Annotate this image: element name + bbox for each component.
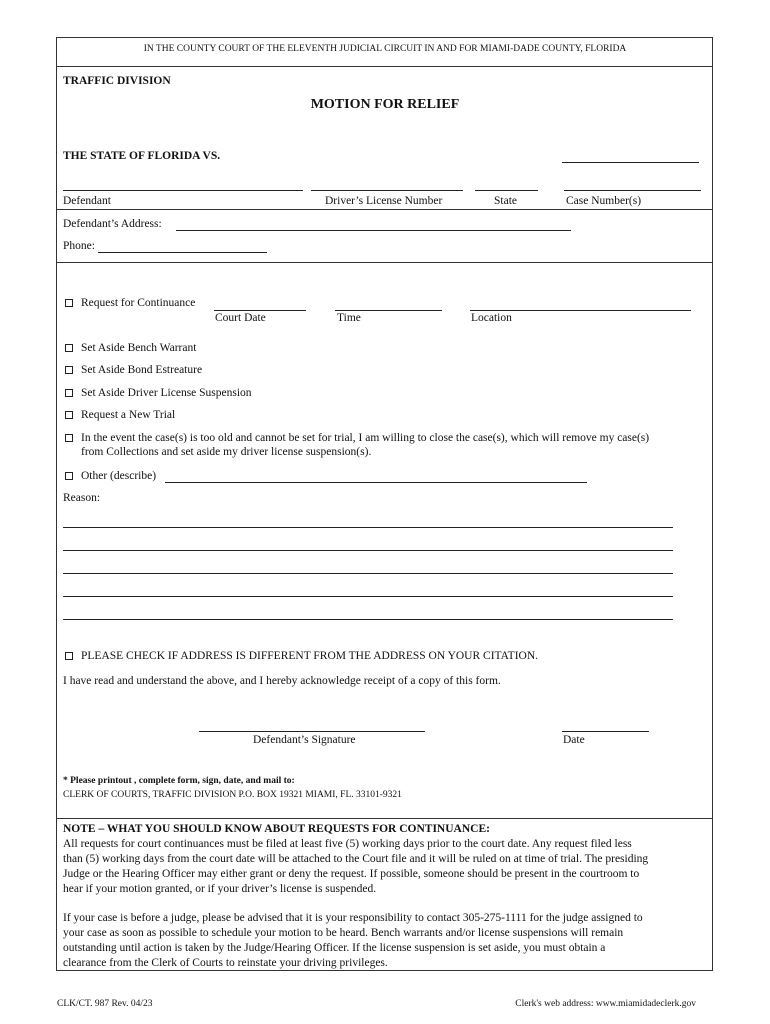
location-label: Location [471, 312, 512, 324]
continuance-label: Request for Continuance [81, 297, 196, 309]
header-divider [57, 66, 712, 67]
case-line[interactable] [564, 190, 701, 191]
address-different-label: PLEASE CHECK IF ADDRESS IS DIFFERENT FROM THE ADDRESS ON YOUR CITATION. [81, 650, 539, 662]
case-label: Case Number(s) [566, 195, 642, 207]
form-title: MOTION FOR RELIEF [310, 97, 460, 112]
court-date-line[interactable] [214, 310, 306, 311]
defendant-label: Defendant [63, 195, 111, 207]
date-label: Date [563, 734, 585, 746]
note-p2-line: your case as soon as possible to schedule your motion to be heard. Bench warrants and/or license suspensions will remain [63, 927, 624, 939]
continuance-checkbox[interactable] [65, 299, 73, 307]
note-p2-line: outstanding until action is taken by the Judge/Hearing Officer. If the license suspension is set aside, you must obtain a [63, 942, 606, 954]
time-label: Time [337, 312, 361, 324]
division-label: TRAFFIC DIVISION [63, 75, 171, 87]
note-p1-line: hear if your motion granted, or if your driver’s license is suspended. [63, 883, 377, 895]
reason-line-1[interactable] [63, 527, 673, 528]
reason-line-2[interactable] [63, 550, 673, 551]
location-line[interactable] [470, 310, 691, 311]
other-label: Other (describe) [81, 470, 157, 482]
state-label: State [494, 195, 517, 207]
mail-instruction: * Please printout , complete form, sign, date, and mail to: [63, 776, 295, 786]
reason-line-5[interactable] [63, 619, 673, 620]
other-line[interactable] [165, 482, 587, 483]
bond-estreature-label: Set Aside Bond Estreature [81, 364, 203, 376]
court-date-label: Court Date [215, 312, 266, 324]
address-label: Defendant’s Address: [63, 218, 162, 230]
bench-warrant-checkbox[interactable] [65, 344, 73, 352]
close-case-line2: from Collections and set aside my driver license suspension(s). [81, 446, 372, 458]
defendant-line[interactable] [63, 190, 303, 191]
note-p1-line: Judge or the Hearing Officer may either grant or deny the request. If possible, someone should be present in the courtroom to [63, 868, 640, 880]
reason-label: Reason: [63, 492, 101, 504]
state-line[interactable] [475, 190, 538, 191]
note-paragraph-1 [63, 837, 707, 897]
new-trial-checkbox[interactable] [65, 411, 73, 419]
close-case-line1: In the event the case(s) is too old and cannot be set for trial, I am willing to close the case(s), which will remove my case(s) [81, 432, 650, 444]
court-header: IN THE COUNTY COURT OF THE ELEVENTH JUDICIAL CIRCUIT IN AND FOR MIAMI-DADE COUNTY, FLORIDA [143, 44, 627, 54]
date-line[interactable] [562, 731, 649, 732]
note-p1-line: All requests for court continuances must be filed at least five (5) working days prior to the court date. Any request filed less [63, 838, 632, 850]
close-case-checkbox[interactable] [65, 434, 73, 442]
license-suspension-checkbox[interactable] [65, 389, 73, 397]
note-paragraph-2 [63, 911, 707, 971]
other-checkbox[interactable] [65, 472, 73, 480]
case-number-top-line[interactable] [562, 162, 699, 163]
note-p2-line: clearance from the Clerk of Courts to reinstate your driving privileges. [63, 957, 388, 969]
license-suspension-label: Set Aside Driver License Suspension [81, 387, 252, 399]
acknowledge-text: I have read and understand the above, and I hereby acknowledge receipt of a copy of this form. [63, 675, 501, 687]
license-label: Driver’s License Number [325, 195, 443, 207]
contact-divider [57, 262, 712, 263]
note-heading: NOTE – WHAT YOU SHOULD KNOW ABOUT REQUESTS FOR CONTINUANCE: [63, 823, 490, 835]
form-id: CLK/CT. 987 Rev. 04/23 [57, 999, 153, 1009]
reason-line-3[interactable] [63, 573, 673, 574]
clerk-website[interactable]: Clerk's web address: www.miamidadeclerk.gov [515, 999, 696, 1009]
note-p1-line: than (5) working days from the court date will be attached to the Court file and it will be ruled on at time of trial. The presiding [63, 853, 649, 865]
time-line[interactable] [335, 310, 442, 311]
defendant-divider [57, 209, 712, 210]
note-p2-line: If your case is before a judge, please be advised that it is your responsibility to contact 305-275-1111 for the judge assigned to [63, 912, 643, 924]
address-different-checkbox[interactable] [65, 652, 73, 660]
mail-address: CLERK OF COURTS, TRAFFIC DIVISION P.O. BOX 19321 MIAMI, FL. 33101-9321 [63, 790, 402, 800]
signature-label: Defendant’s Signature [253, 734, 356, 746]
bench-warrant-label: Set Aside Bench Warrant [81, 342, 197, 354]
state-vs-label: THE STATE OF FLORIDA VS. [63, 150, 221, 162]
note-divider [57, 818, 712, 819]
new-trial-label: Request a New Trial [81, 409, 176, 421]
phone-label: Phone: [63, 240, 95, 252]
address-line[interactable] [176, 230, 571, 231]
signature-line[interactable] [199, 731, 425, 732]
license-line[interactable] [311, 190, 463, 191]
bond-estreature-checkbox[interactable] [65, 366, 73, 374]
phone-line[interactable] [98, 252, 267, 253]
reason-line-4[interactable] [63, 596, 673, 597]
